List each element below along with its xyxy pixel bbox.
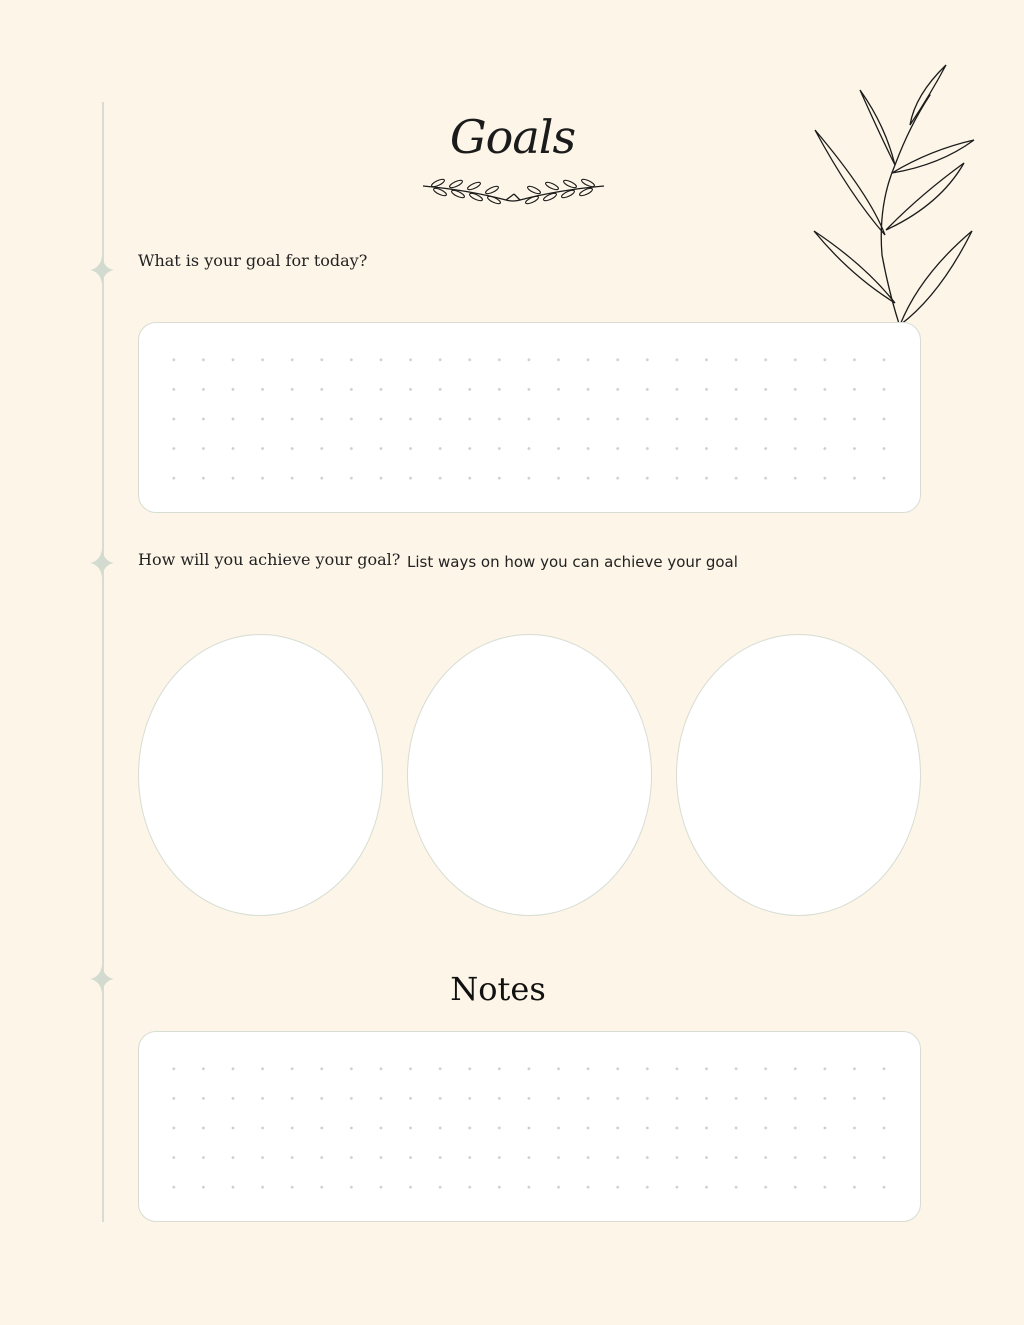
goal-question: What is your goal for today? — [138, 251, 368, 270]
notes-title: Notes — [450, 970, 546, 1008]
achieve-step-1[interactable] — [138, 634, 383, 916]
goal-input-box[interactable] — [138, 322, 921, 513]
sparkle-icon — [90, 549, 114, 577]
laurel-icon — [418, 172, 608, 212]
dot-grid — [159, 345, 900, 496]
dot-grid — [159, 1054, 900, 1205]
notes-input-box[interactable] — [138, 1031, 921, 1222]
page-header — [410, 110, 615, 210]
achieve-step-2[interactable] — [407, 634, 652, 916]
page-title: Goals — [449, 110, 576, 164]
achieve-question: How will you achieve your goal? — [138, 550, 401, 569]
achieve-step-3[interactable] — [676, 634, 921, 916]
sparkle-icon — [90, 965, 114, 993]
sparkle-icon — [90, 256, 114, 284]
achieve-hint: List ways on how you can achieve your goal — [407, 553, 738, 571]
